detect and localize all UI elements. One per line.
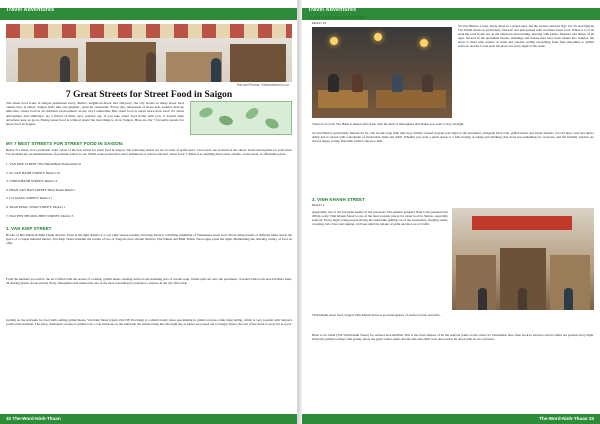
streets-list — [6, 162, 292, 222]
night-food-street-photo — [312, 27, 452, 118]
leaf-icon — [218, 114, 234, 126]
leaf-icon — [244, 106, 261, 121]
person-silhouette — [478, 288, 487, 310]
article-title: 7 Great Streets for Street Food in Saigon — [65, 89, 233, 100]
lamp-icon — [420, 39, 428, 47]
section-intro-paragraph: Below I've listed, in no particular order, seven of the best streets for street food in Saigon. The following streets are not in order of prefer-ence: I love each one as much as the others. In the descriptions for each street I've included my recommendations of particular places to eat. While some people have strict definitions of what is and isn't 'street food', I define it as anything that's eaten outside, on the street, at affordable prices. — [6, 148, 292, 157]
district-label: District 10 — [312, 21, 327, 25]
table-shape — [318, 90, 368, 108]
list-item: 7. NGUYEN THUONG HIEN STREET: District 3 — [6, 213, 74, 218]
page-footer-text: The-Word-Ninh-Thuan 33 — [539, 416, 594, 421]
photo-credit: Text and Photos: Vietnamtravel.co.nz — [236, 83, 289, 87]
person-silhouette — [392, 74, 403, 92]
list-item: 4. PHAN VAN HAN STREET: Binh Thanh District — [6, 187, 75, 192]
lamp-icon — [330, 37, 338, 45]
su-van-hanh-paragraph-1: Street food on Su Van Hanh is busiest after dark, with the kind of atmosphere that makes you want to stay all night. — [312, 122, 465, 126]
person-silhouette — [518, 288, 527, 310]
page-footer-text: 32 The-Word-Ninh-Thuan — [6, 416, 61, 421]
list-item: 6. TRAN KHAC CHAN STREET: District 1 — [6, 204, 66, 209]
van-kiep-paragraph-3: Getting on the sidewalk for food stalls selling grilled meats, Van Kiep Street (Quan 194/138 Van Kiep) is a small, trendy place specialising in grilled octopus, bánh tráng nướng, which is very popular with Saigon's youth at the moment. The spicy, marinated octopus is grilled over a coal barbecue on the sidewalk; the smoke rising into the night sky as plates are passed out to hungry diners; the rest of the street is every bit as good. — [6, 318, 292, 327]
van-kiep-paragraph-2: From the moment you arrive, the air is filled with the aroma of cooking: grilled meats, sizzling seafood and steaming pots of noodle soup. Tables spill out onto the pavement, crowded with locals and travellers alike, all sharing plastic stools and the lively atmosphere that makes this one of the most rewarding food streets to explore in the city after dark. — [6, 277, 292, 286]
person-silhouette — [60, 56, 70, 82]
person-silhouette — [146, 52, 156, 82]
van-kiep-paragraph-1: Border of Phu Nhuan & Binh Thanh districts. Even in the light drizzle of a cool rainy season evening Van Kiep Street is a thrilling exhibition of Vietnamese street food. Showcasing dozens of different items and in the space of a couple hundred metres, Van Kiep Street straddles the border of two of Saigon's most vibrant districts, Phu Nhuan and Binh Thanh. Neon signs pride the night, illuminating the dazzling variety of food on offer. — [6, 233, 292, 246]
list-item: 5. CO GIANG STREET: District 1 — [6, 196, 53, 201]
section-label: Travel Adventures — [308, 7, 357, 13]
list-item: 3. VINH KHANH STREET: District 4 — [6, 179, 58, 184]
heading-su-van-hanh-wrap — [308, 15, 508, 20]
person-silhouette — [422, 74, 433, 92]
table-shape — [376, 90, 446, 108]
list-item: 2. SU VAN HANH STREET: District 10 — [6, 170, 60, 175]
vinh-khanh-paragraph-3: Head to Oc Oanh (534 Vinh Khanh Street) for seafood and shellfish. This is the most famous of all the seafood joints on the street: its Vietnamese fans often book in advance and its tables are packed every night. Order the grilled scallops with spring onion, the garlic butter snails and the salt-and-chilli crab, and wash it all down with an ice-cold beer. — [312, 333, 594, 342]
intro-block — [6, 101, 292, 137]
intro-paragraph: The street food scene in Saigon permeates every district, neighbour-hood, and alleyway; the city boasts so many street food outlets that, at times, Saigon feels like one gigantic, open-air restaurant. Every-day, thousands of street-side eateries dish up delicious, cheap food in an informal environment on the city's sidewalks. But street food is about more than food: it's about atmosphere and ambiance. As a friend of mine once pointed out, if you take street food home with you, it doesn't taste anywhere near as good. Eating street food is without doubt the best thing to do in Saigon. Here are my 7 favourite streets for street food in Saigon. — [6, 101, 184, 127]
heading-su-van-hanh: 2. SU VAN HANH STREET — [308, 15, 367, 20]
section-label: Travel Adventures — [6, 7, 55, 13]
person-silhouette — [211, 58, 221, 82]
leaf-icon — [264, 116, 280, 130]
person-silhouette — [328, 74, 339, 92]
lamp-icon — [374, 33, 382, 41]
vinh-khanh-paragraph-1: Apparently one of the favourite haunts of the notorious Viet-namese gangster Nam Cam (sentenced in 2004), today Vinh Khanh Street is one of the most popular places for street food in Saigon, especially seafood. Every night young people throng the sidewalks spilling out of the restaurants, slurping snails, cracking crab claws and sipping cold beer amid the smoke of grills and the roar of traffic. — [312, 210, 448, 227]
leaf-icon — [198, 106, 214, 119]
list-item: 1. VAN KIEP STREET: Phu Nhuan/Binh Thanh districts — [6, 162, 81, 166]
left-page — [0, 0, 298, 424]
district-label: District 4 — [312, 203, 325, 207]
seafood-street-photo — [452, 208, 594, 310]
shopfront-shape — [456, 255, 496, 310]
shop-sign — [472, 216, 572, 230]
su-van-hanh-side-paragraph: Su Van Hanh is a long, lively street in a grand style, but the section between Ngo Gia Tu and Nguyen Chi Thanh streets is particularly fantastic and jam-packed with excellent street food. Where it is at its peak the road fronts are, in the afternoon and evening, heaving with plastic furniture and diners of all ages. Several of the apartment blocks, buildings and houses here have been turned into eateries, the street is lined with dozens of stalls and vendors selling everything from fruit smoothies to grilled seafood, and the locals pack the place out every night of the week. — [458, 24, 594, 49]
su-van-hanh-paragraph-2: Su Van Hanh is particularly famous for its crab noodle soup (bún riêu cua), freshly cooked in giant pots right on the pavement, alongside fried rolls, grilled meats and sweet desserts. A bowl here costs less than a dollar and is served with a mountain of fresh herbs, lime and chilli. Whether you want a quick snack or a full evening of eating and drinking, this street has something for everyone, and the friendly vendors are always happy to help first-time visitors choose a dish. — [312, 131, 594, 144]
vinh-khanh-paragraph-2: Vinh Khanh street food, Saigon Vinh Khanh Street is an extravaganza of seafood, fresh and alive. — [312, 313, 441, 317]
heading-van-kiep: 1. VAN KIEP STREET — [6, 226, 52, 231]
awning-decoration — [6, 24, 292, 38]
right-page — [302, 0, 600, 424]
person-silhouette — [352, 74, 363, 92]
stall-shape — [230, 44, 286, 82]
heading-vinh-khanh: 3. VINH KHANH STREET — [312, 197, 365, 202]
section-heading-best-streets: MY 7 BEST STREETS FOR STREET FOOD IN SAIGON: — [6, 141, 124, 146]
decorative-leaf-box — [190, 101, 292, 135]
person-silhouette — [564, 288, 573, 310]
street-food-hero-photo — [6, 24, 292, 82]
